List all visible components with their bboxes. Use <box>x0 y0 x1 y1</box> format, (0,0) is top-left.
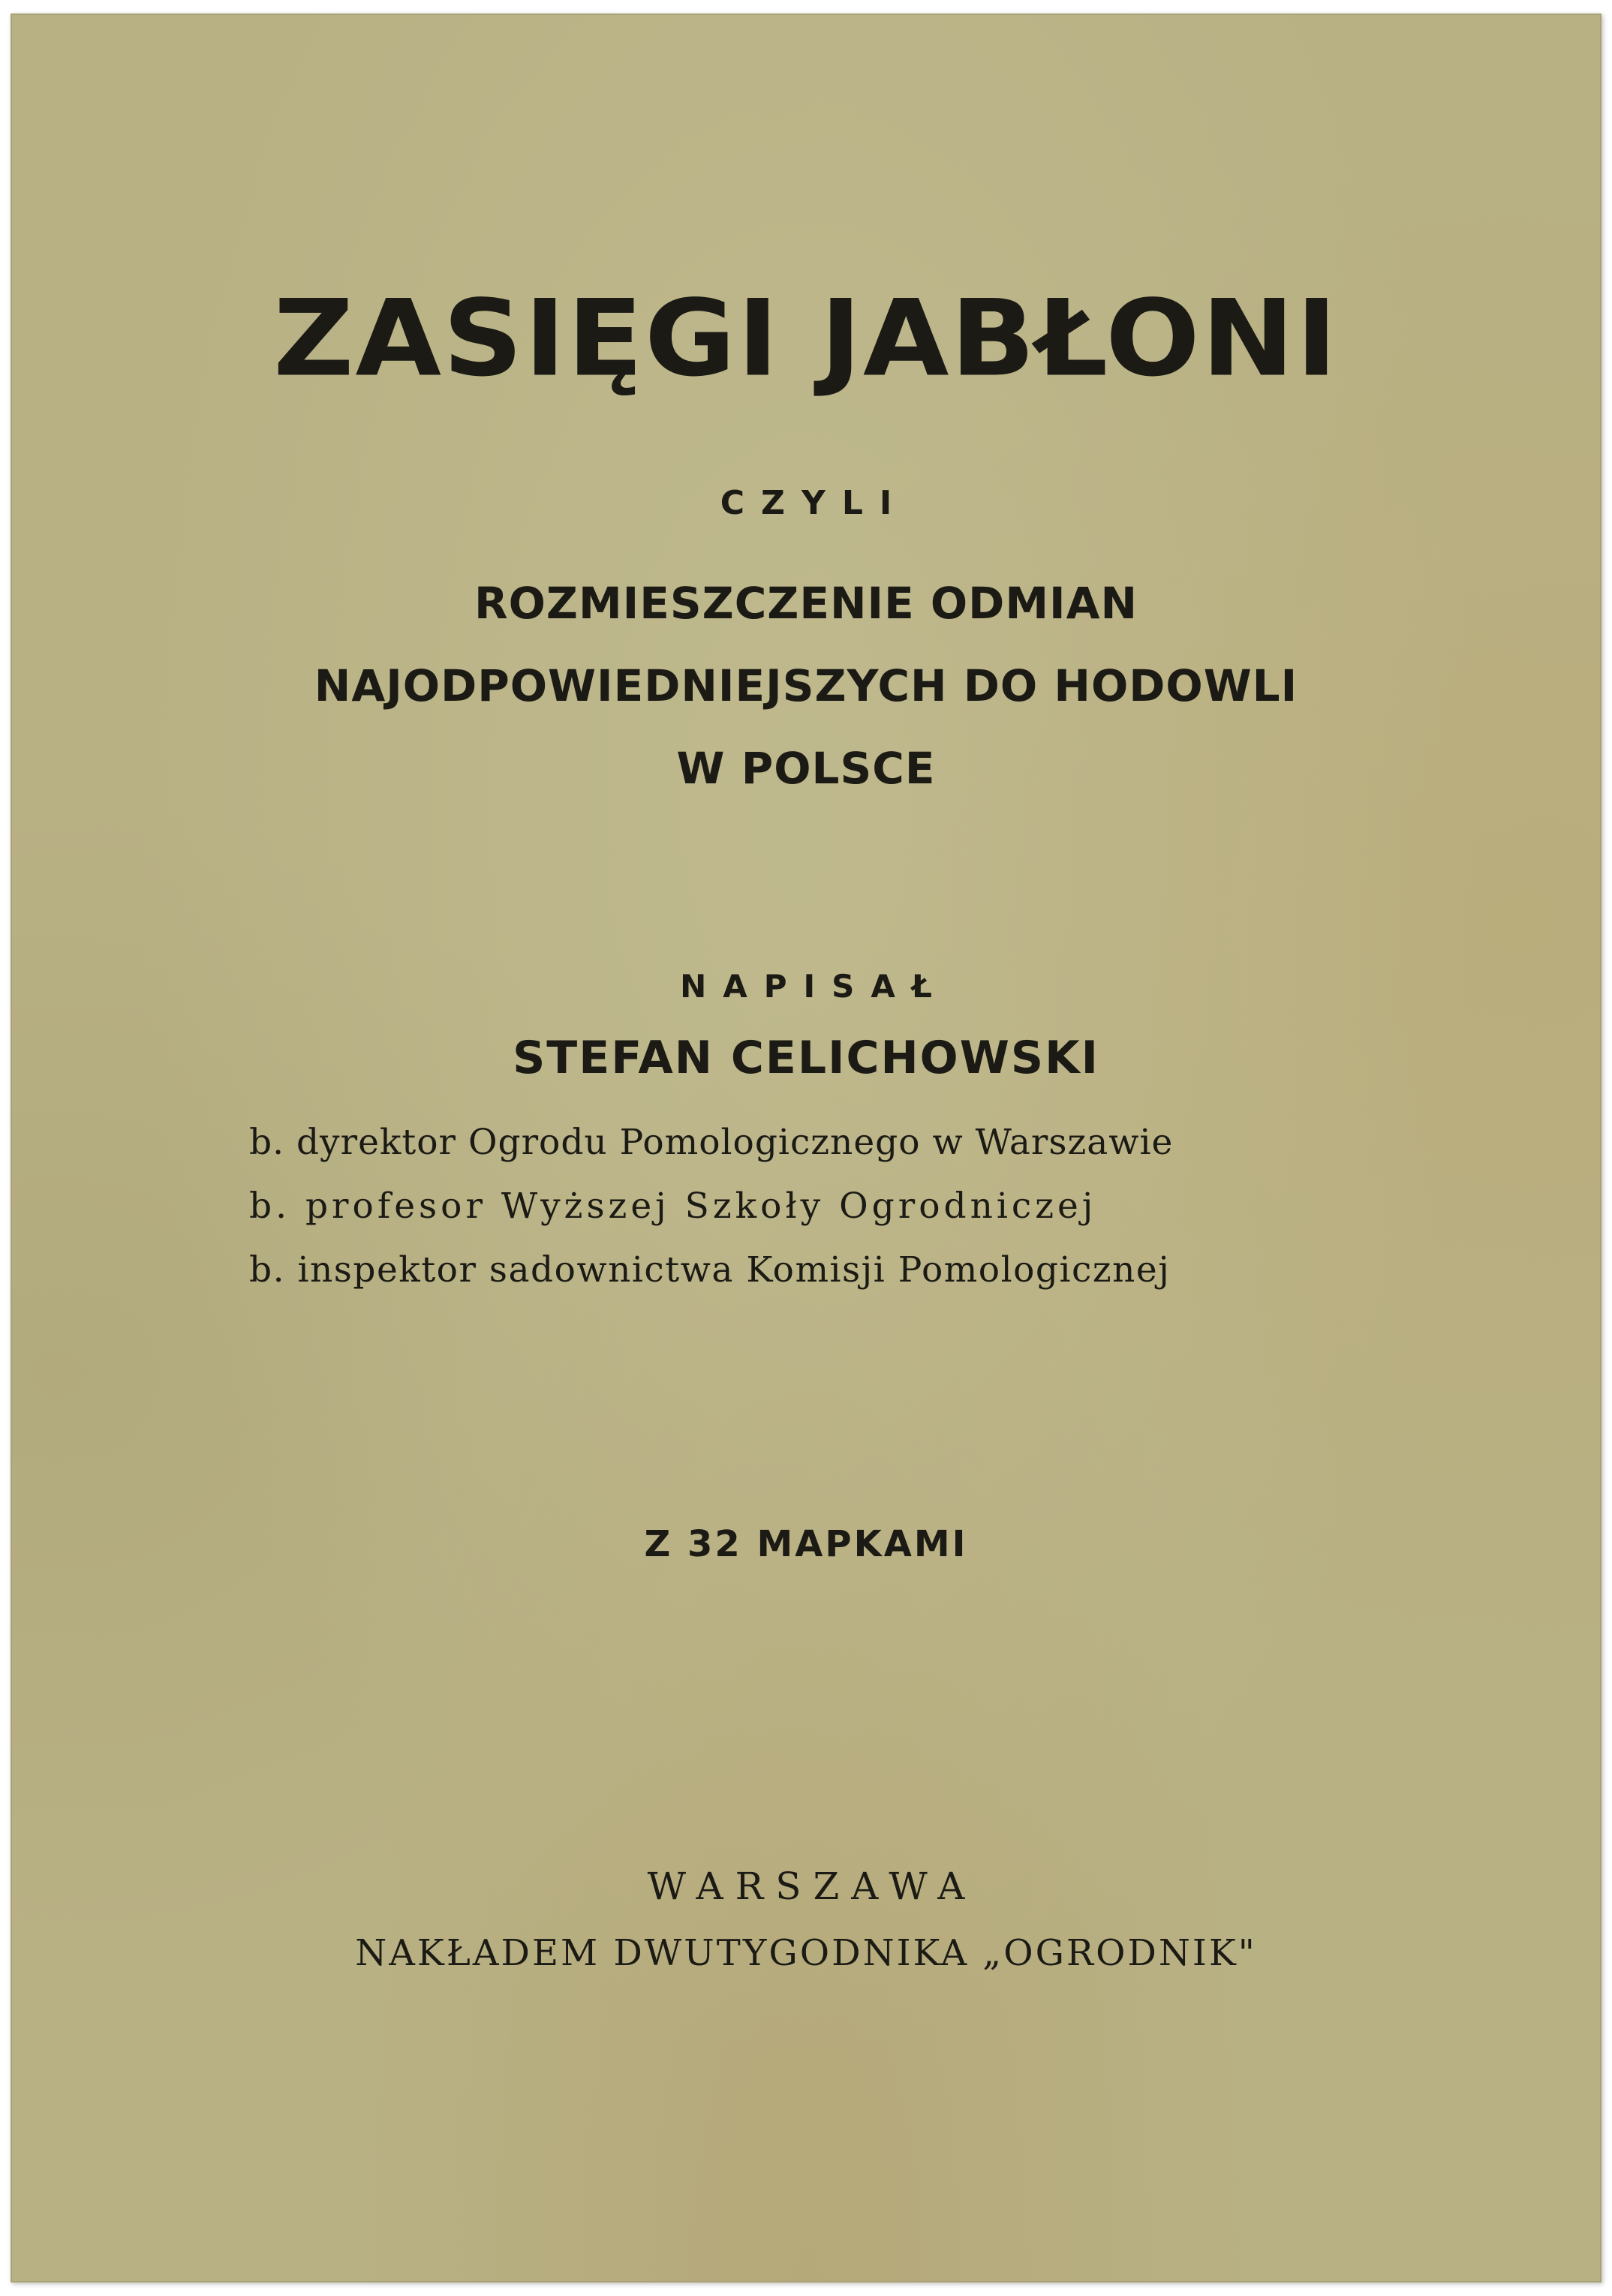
book-title: ZASIĘGI JABŁONI <box>273 277 1339 400</box>
author-credential: b. inspektor sadownictwa Komisji Pomologicznej <box>249 1249 1171 1291</box>
author-intro: NAPISAŁ <box>680 968 949 1005</box>
subtitle-line: ROZMIESZCZENIE ODMIAN <box>474 578 1138 629</box>
author-credential: b. profesor Wyższej Szkoły Ogrodniczej <box>249 1186 1097 1227</box>
author-credential: b. dyrektor Ogrodu Pomologicznego w Warszawie <box>249 1122 1174 1163</box>
author-name: STEFAN CELICHOWSKI <box>513 1032 1099 1084</box>
subtitle-line: NAJODPOWIEDNIEJSZYCH DO HODOWLI <box>314 660 1298 711</box>
publisher-line: NAKŁADEM DWUTYGODNIKA „OGRODNIK" <box>355 1932 1257 1974</box>
subtitle-line: W POLSCE <box>676 743 936 794</box>
maps-note: Z 32 MAPKAMI <box>644 1523 968 1565</box>
conjunction-label: CZYLI <box>720 484 909 522</box>
publication-city: WARSZAWA <box>647 1865 977 1908</box>
